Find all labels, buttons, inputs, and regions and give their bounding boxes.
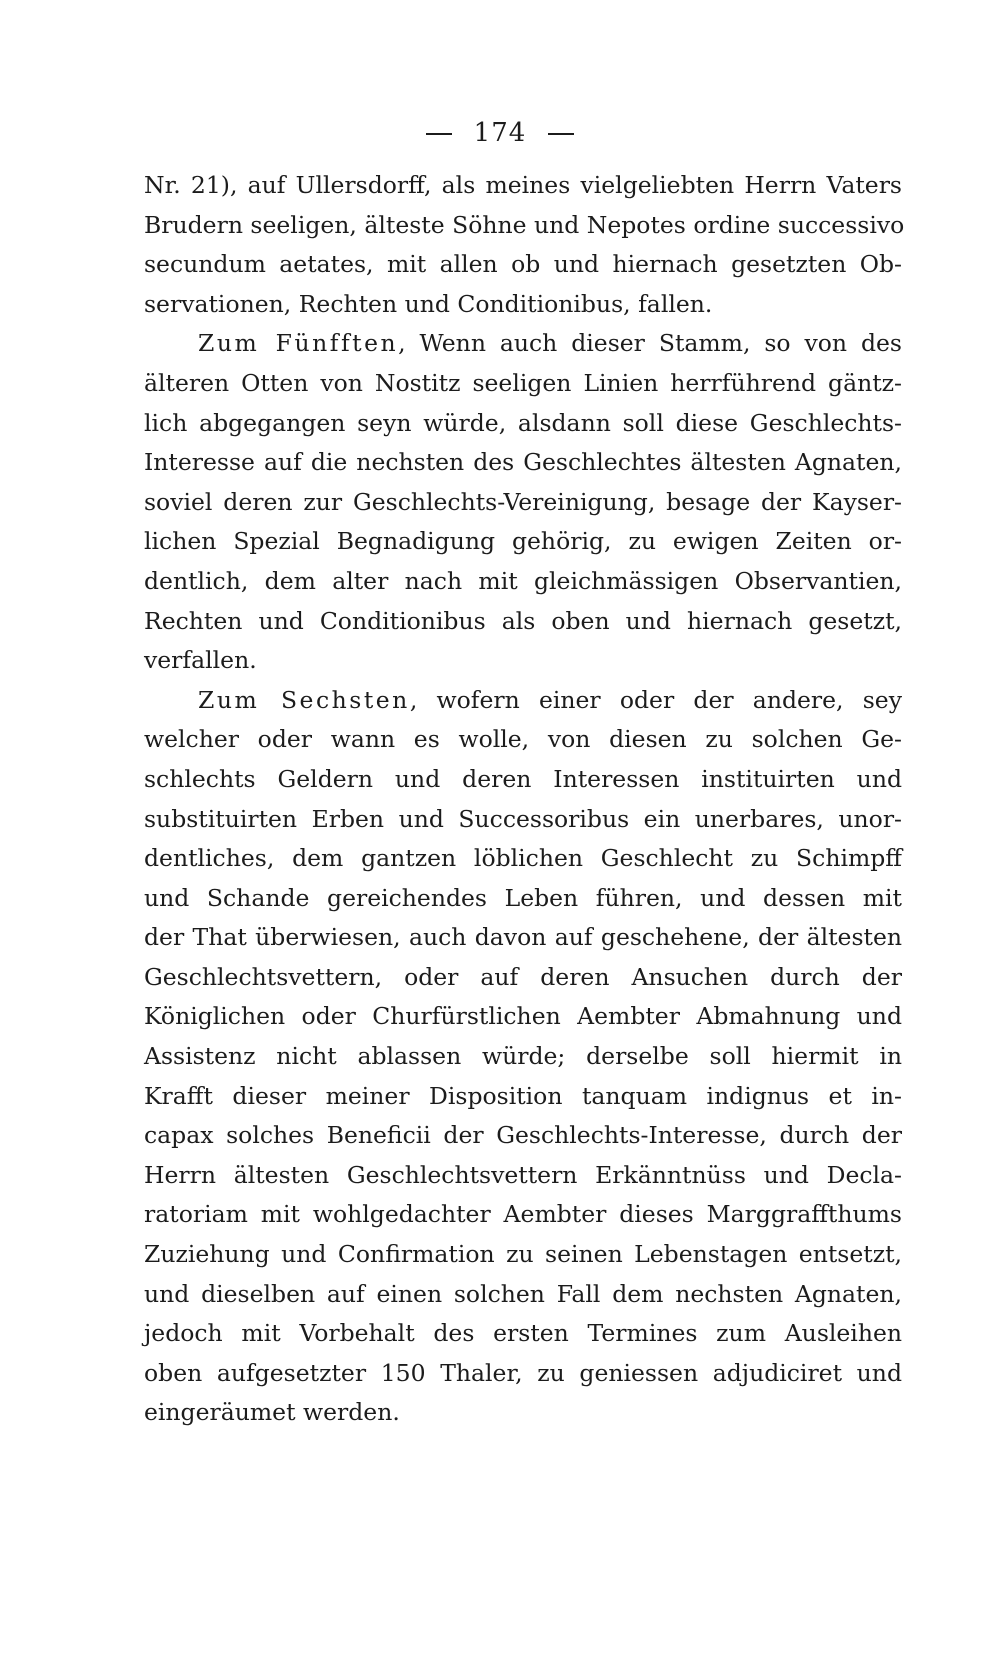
header-dash-left (426, 133, 452, 135)
text-line: secundum aetates, mit allen ob und hiernach gesetzten Ob- (144, 250, 902, 279)
text-line: Zuziehung und Confirmation zu seinen Lebenstagen entsetzt, (144, 1240, 902, 1269)
text-line: Herrn ältesten Geschlechtsvettern Erkänntnüss und Decla- (144, 1160, 902, 1189)
page-number: 174 (473, 118, 527, 148)
text-line: und dieselben auf einen solchen Fall dem nechsten Agnaten, (144, 1279, 902, 1308)
text-line: substituirten Erben und Successoribus ein unerbares, unor- (144, 804, 902, 833)
text-line: ratoriam mit wohlgedachter Aembter dieses Marggraffthums (144, 1200, 902, 1229)
text-line: lich abgegangen seyn würde, alsdann soll diese Geschlechts- (144, 408, 902, 437)
text-line: welcher oder wann es wolle, von diesen zu solchen Ge- (144, 725, 902, 754)
text-line: Königlichen oder Churfürstlichen Aembter Abmahnung und (144, 1002, 902, 1031)
text-line: Rechten und Conditionibus als oben und hiernach gesetzt, (144, 606, 902, 635)
text-line: Geschlechtsvettern, oder auf deren Ansuchen durch der (144, 962, 902, 991)
paragraph-ordinal: Zum Fünfften (198, 329, 399, 358)
text-line: dentliches, dem gantzen löblichen Geschlecht zu Schimpff (144, 844, 902, 873)
text-line: servationen, Rechten und Conditionibus, fallen. (144, 289, 713, 318)
text-line: verfallen. (144, 646, 257, 675)
text-line: jedoch mit Vorbehalt des ersten Termines zum Ausleihen (144, 1319, 902, 1348)
text-line: soviel deren zur Geschlechts-Vereinigung, besage der Kayser- (144, 487, 902, 516)
text-line: capax solches Beneficii der Geschlechts-Interesse, durch der (144, 1121, 902, 1150)
text-line: lichen Spezial Begnadigung gehörig, zu ewigen Zeiten or- (144, 527, 902, 556)
text-line: und Schande gereichendes Leben führen, und dessen mit (144, 883, 902, 912)
text-line: Krafft dieser meiner Disposition tanquam indignus et in- (144, 1081, 902, 1110)
page-number-header (0, 118, 1000, 148)
text-line: der That überwiesen, auch davon auf geschehene, der ältesten (144, 923, 902, 952)
text-line: Assistenz nicht ablassen würde; derselbe soll hiermit in (144, 1042, 902, 1071)
text-line: oben aufgesetzter 150 Thaler, zu geniessen adjudiciret und (144, 1358, 902, 1387)
text-line: Brudern seeligen, älteste Söhne und Nepotes ordine successivo (144, 210, 905, 239)
text-line: Zum Fünfften, Wenn auch dieser Stamm, so von des (198, 329, 902, 358)
body-text (144, 166, 905, 1433)
text-line: Zum Sechsten, wofern einer oder der andere, sey (198, 685, 902, 714)
text-line: Interesse auf die nechsten des Geschlechtes ältesten Agnaten, (144, 448, 902, 477)
header-dash-right (548, 133, 574, 135)
text-line: schlechts Geldern und deren Interessen instituirten und (144, 764, 902, 793)
text-line: eingeräumet werden. (144, 1398, 400, 1427)
text-line: älteren Otten von Nostitz seeligen Linien herrführend gäntz- (144, 368, 902, 397)
paragraph-ordinal: Zum Sechsten (198, 685, 410, 714)
text-line: dentlich, dem alter nach mit gleichmässigen Observantien, (144, 566, 902, 595)
text-line: Nr. 21), auf Ullersdorff, als meines vielgeliebten Herrn Vaters (144, 171, 902, 199)
